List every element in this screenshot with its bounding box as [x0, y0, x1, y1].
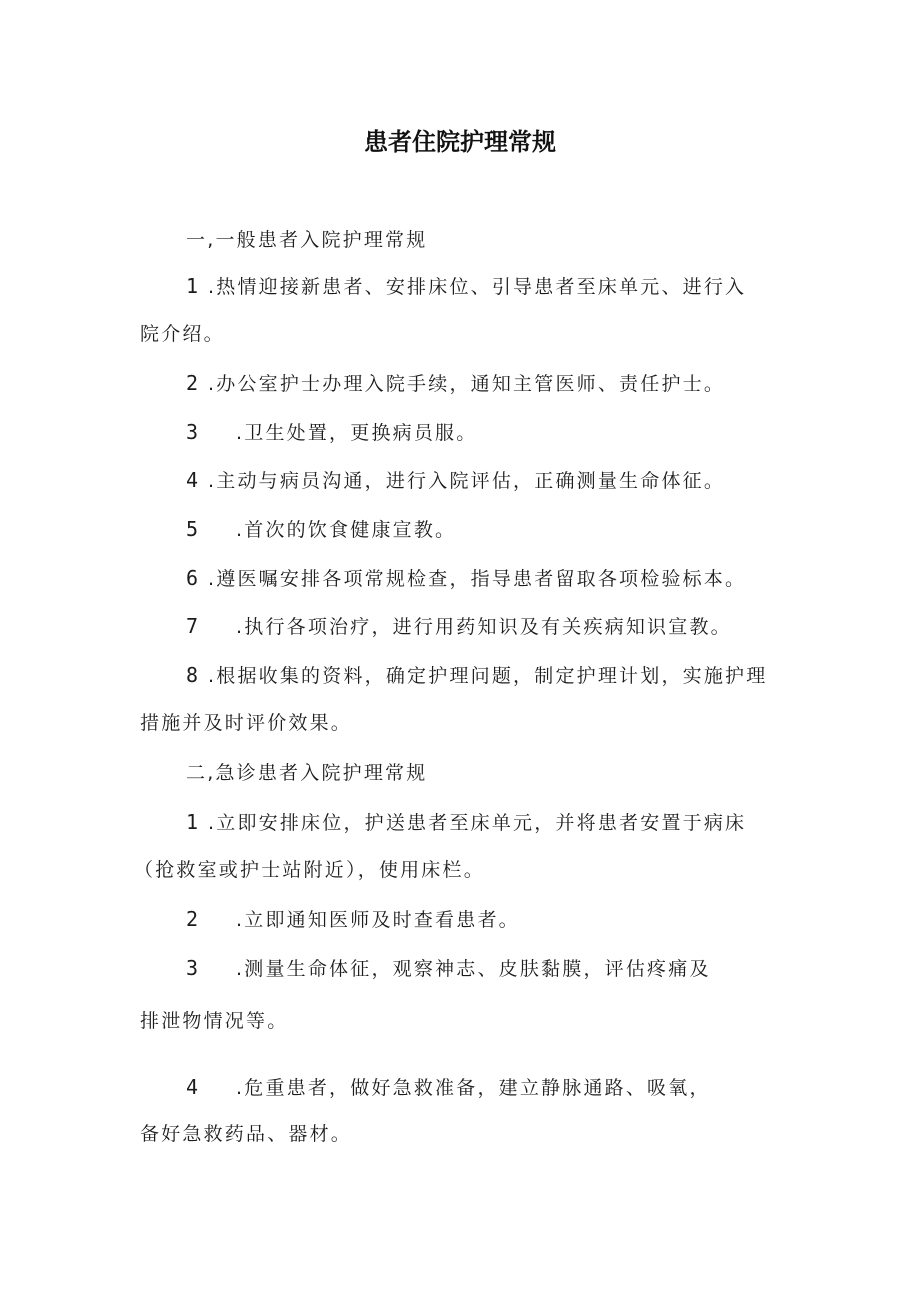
item-number: 6	[186, 566, 199, 590]
item-number: 8	[186, 663, 199, 687]
list-item	[186, 420, 477, 445]
item-text: .立即通知医师及时查看患者。	[236, 909, 520, 931]
item-text: .遵医嘱安排各项常规检查，指导患者留取各项检验标本。	[208, 568, 747, 590]
list-item	[186, 614, 732, 639]
list-item	[186, 566, 746, 591]
item-number: 3	[186, 956, 199, 980]
page-title: 患者住院护理常规	[364, 128, 556, 156]
list-item	[186, 517, 456, 542]
list-item	[186, 274, 746, 299]
item-text: .测量生命体征，观察神志、皮肤黏膜，评估疼痛及	[236, 958, 711, 980]
item-text-continued: 备好急救药品、器材。	[140, 1123, 353, 1145]
item-number: 4	[186, 1075, 199, 1099]
list-item	[186, 1075, 711, 1100]
item-number: 3	[186, 420, 199, 444]
item-text: .危重患者，做好急救准备，建立静脉通路、吸氧，	[236, 1077, 711, 1099]
item-text: .办公室护士办理入院手续，通知主管医师、责任护士。	[208, 373, 726, 395]
item-number: 1	[186, 810, 199, 834]
section-heading-emergency: 二,急诊患者入院护理常规	[186, 762, 428, 784]
item-text: .热情迎接新患者、安排床位、引导患者至床单元、进行入	[208, 276, 747, 298]
list-item	[186, 663, 767, 688]
list-item	[186, 468, 725, 493]
item-text-continued: （抢救室或护士站附近），使用床栏。	[134, 859, 485, 881]
item-text: .卫生处置，更换病员服。	[236, 422, 478, 444]
item-number: 2	[186, 907, 199, 931]
list-item	[186, 956, 711, 981]
item-number: 7	[186, 614, 199, 638]
item-number: 1	[186, 274, 199, 298]
item-text: .根据收集的资料，确定护理问题，制定护理计划，实施护理	[208, 665, 768, 687]
section-heading-general: 一,一般患者入院护理常规	[186, 229, 428, 251]
list-item	[186, 907, 520, 932]
item-number: 2	[186, 371, 199, 395]
item-number: 5	[186, 517, 199, 541]
item-text: .立即安排床位，护送患者至床单元，并将患者安置于病床	[208, 812, 747, 834]
item-text: .执行各项治疗，进行用药知识及有关疾病知识宣教。	[236, 616, 732, 638]
item-text-continued: 院介绍。	[140, 323, 225, 345]
list-item	[186, 810, 746, 835]
item-text: .首次的饮食健康宣教。	[236, 519, 457, 541]
list-item	[186, 371, 725, 396]
item-text-continued: 措施并及时评价效果。	[140, 712, 353, 734]
item-number: 4	[186, 468, 199, 492]
item-text-continued: 排泄物情况等。	[140, 1010, 289, 1032]
item-text: .主动与病员沟通，进行入院评估，正确测量生命体征。	[208, 470, 726, 492]
